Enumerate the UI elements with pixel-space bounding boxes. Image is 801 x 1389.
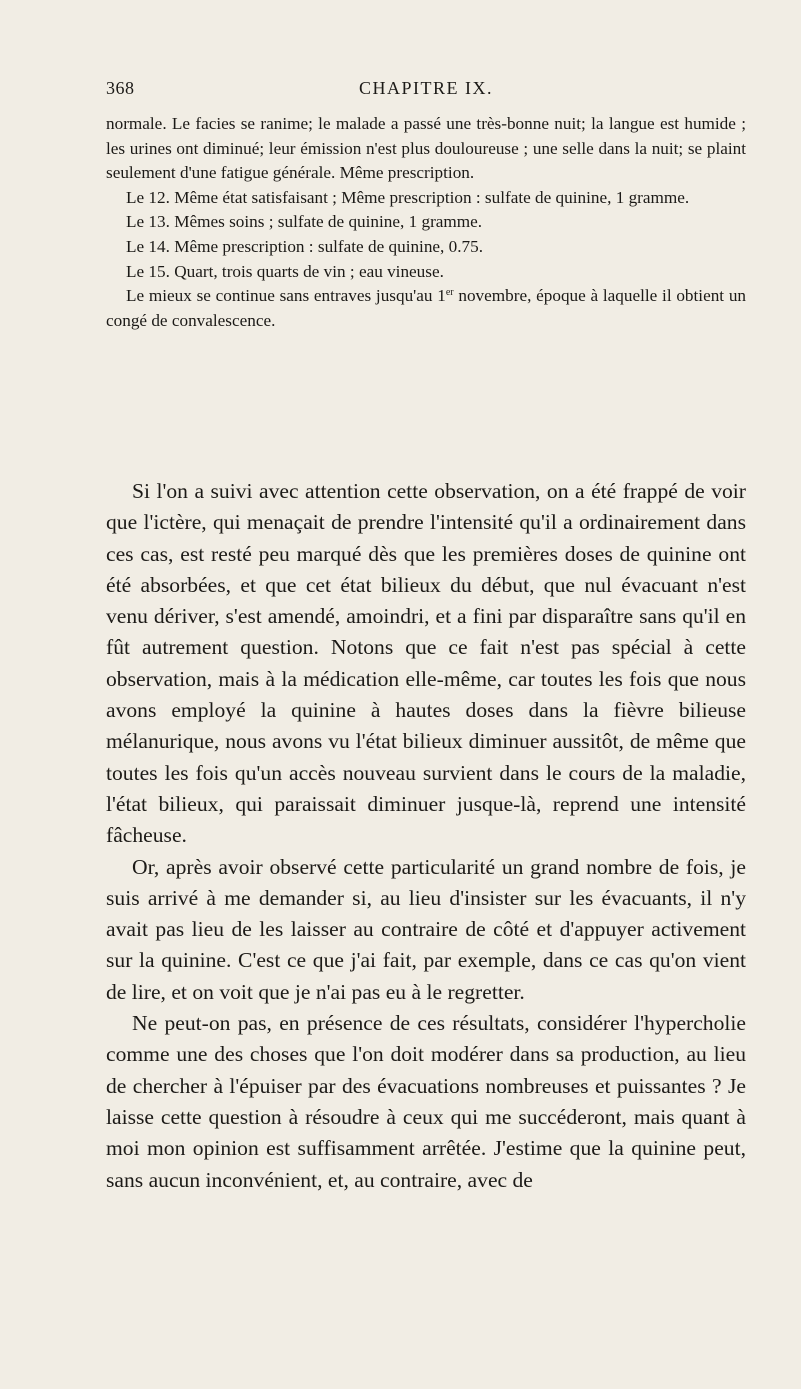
ordinal-superscript: er bbox=[445, 287, 454, 299]
running-header bbox=[106, 78, 746, 104]
commentary-paragraph-1: Si l'on a suivi avec attention cette observation, on a été frappé de voir que l'ictère, qui menaçait de prendre l'intensité qu'il a ordinairement dans ces cas, est resté peu marqué dès que les premières doses de quinine ont été absorbées, et que cet état bilieux du début, que nul évacuant n'est venu dériver, s'est amendé, amoindri, et a fini par disparaître sans qu'il en fût autrement question. Notons que ce fait n'est pas spécial à cette observation, mais à la médication elle-même, car toutes les fois que nous avons employé la quinine à hautes doses dans la fièvre bilieuse mélanurique, nous avons vu l'état bilieux diminuer aussitôt, de même que toutes les fois qu'un accès nouveau survient dans le cours de la maladie, l'état bilieux, qui paraissait diminuer jusque-là, reprend une intensité fâcheuse. bbox=[106, 479, 746, 848]
observation-entry-13: Le 13. Mêmes soins ; sulfate de quinine, 1 gramme. bbox=[126, 212, 483, 232]
conclusion-text-start: Le mieux se continue sans entraves jusqu'au 1 bbox=[126, 286, 446, 306]
observation-conclusion bbox=[106, 284, 746, 333]
commentary-paragraph-3: Ne peut-on pas, en présence de ces résultats, considérer l'hypercholie comme une des choses que l'on doit modérer dans sa production, au lieu de chercher à l'épuiser par des évacuations nombreuses et puissantes ? Je laisse cette question à résoudre à ceux qui me succéderont, mais quant à moi mon opinion est suffisamment arrêtée. J'estime que la quinine peut, sans aucun inconvénient, et, au contraire, avec de bbox=[106, 1011, 746, 1192]
observation-entry-12: Le 12. Même état satisfaisant ; Même prescription : sulfate de quinine, 1 gramme. bbox=[126, 187, 690, 207]
page-number: 368 bbox=[106, 78, 135, 98]
observation-notes bbox=[106, 112, 746, 333]
observation-paragraph-1: normale. Le facies se ranime; le malade a passé une très-bonne nuit; la langue est humide ; les urines ont diminué; leur émission n'est plus douloureuse ; une selle dans la nuit; se plaint seulement d'une fatigue générale. Même prescription. bbox=[106, 114, 746, 183]
observation-entry-15: Le 15. Quart, trois quarts de vin ; eau vineuse. bbox=[126, 261, 444, 281]
observation-entry-14: Le 14. Même prescription : sulfate de quinine, 0.75. bbox=[126, 236, 484, 256]
conclusion-text-end: novembre, époque à laquelle il obtient un congé de convalescence. bbox=[106, 286, 747, 330]
commentary-paragraph-2: Or, après avoir observé cette particularité un grand nombre de fois, je suis arrivé à me demander si, au lieu d'insister sur les évacuants, il n'y avait pas lieu de les laisser au contraire de côté et d'appuyer activement sur la quinine. C'est ce que j'ai fait, par exemple, dans ce cas qu'on vient de lire, et on voit que je n'ai pas eu à le regretter. bbox=[106, 854, 746, 1004]
commentary bbox=[106, 476, 746, 1196]
chapter-title: CHAPITRE IX. bbox=[359, 78, 493, 98]
